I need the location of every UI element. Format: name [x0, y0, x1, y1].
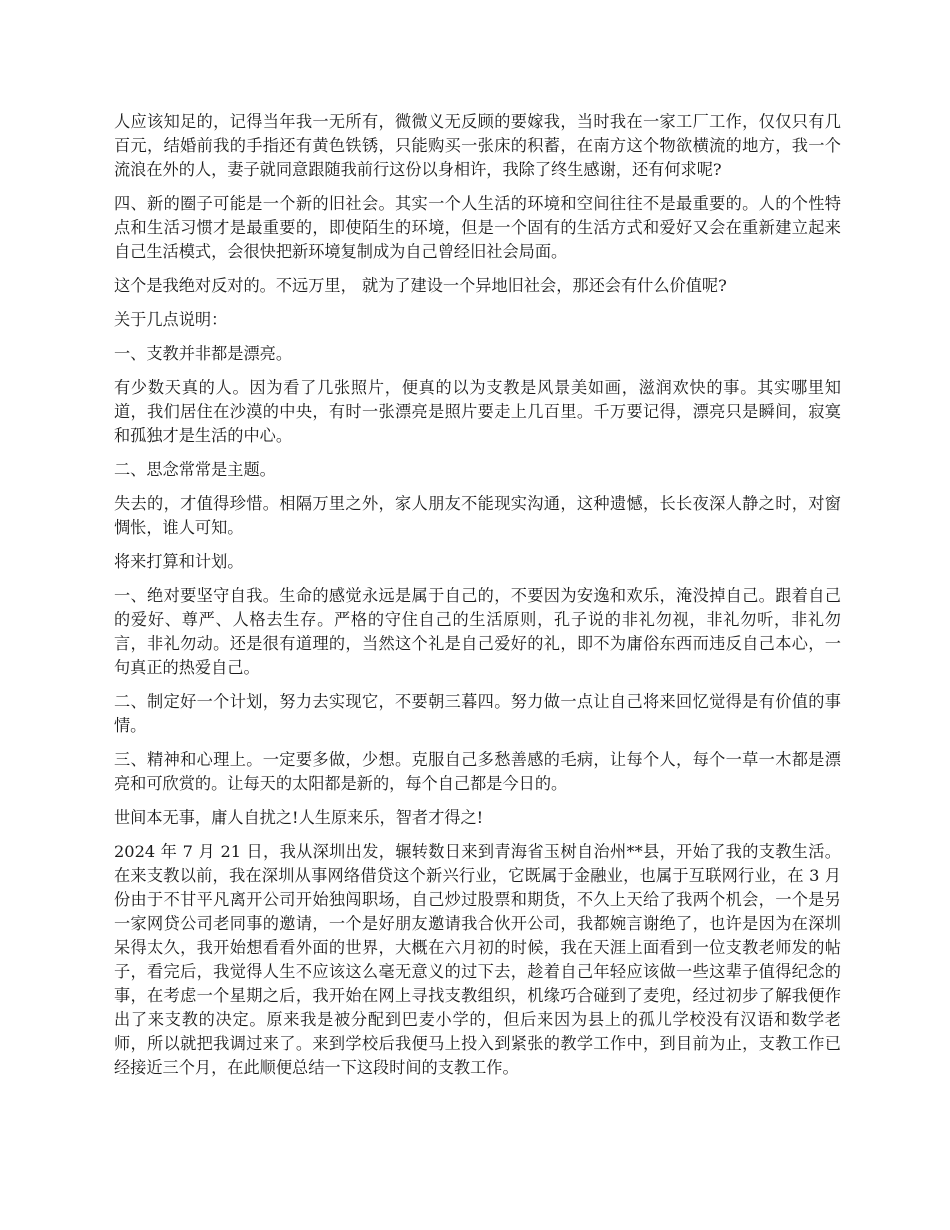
heading-longing: 二、思念常常是主题。 [114, 460, 276, 479]
paragraph-make-plan: 二、制定好一个计划，努力去实现它，不要朝三暮四。努力做一点让自己将来回忆觉得是有价值的事情。 [114, 692, 841, 735]
document-body [114, 110, 841, 1090]
heading-future-plans: 将来打算和计划。 [114, 552, 244, 571]
heading-not-all-beautiful: 一、支教并非都是漂亮。 [114, 344, 293, 363]
paragraph-mental: 三、精神和心理上。一定要多做，少想。克服自己多愁善感的毛病，让每个人，每个一草一木都是漂亮和可欣赏的。让每天的太阳都是新的，每个自己都是今日的。 [114, 750, 841, 793]
heading-explanations: 关于几点说明： [114, 310, 228, 329]
paragraph-naive-people: 有少数天真的人。因为看了几张照片，便真的以为支教是风景美如画，滋润欢快的事。其实哪里知道，我们居住在沙漠的中央，有时一张漂亮是照片要走上几百里。千万要记得，漂亮只是瞬间，寂寞和孤独才是生活的中心。 [114, 378, 841, 445]
paragraph-proverb: 世间本无事，庸人自扰之!人生原来乐，智者才得之! [114, 808, 484, 827]
paragraph-cherish: 失去的，才值得珍惜。相隔万里之外，家人朋友不能现实沟通，这种遗憾，长长夜深人静之时，对窗惆怅，谁人可知。 [114, 494, 841, 537]
paragraph-keep-self: 一、绝对要坚守自我。生命的感觉永远是属于自己的，不要因为安逸和欢乐，淹没掉自己。跟着自己的爱好、尊严、人格去生存。严格的守住自己的生活原则，孔子说的非礼勿视，非礼勿听，非礼勿言，非礼勿动。还是很有道理的，当然这个礼是自己爱好的礼，即不为庸俗东西而违反自己本心，一句真正的热爱自己。 [114, 586, 841, 677]
paragraph-gratitude: 人应该知足的，记得当年我一无所有，微微义无反顾的要嫁我，当时我在一家工厂工作，仅仅只有几百元，结婚前我的手指还有黄色铁锈，只能购买一张床的积蓄，在南方这个物欲横流的地方，我一个流浪在外的人，妻子就同意跟随我前行这份以身相许，我除了终生感谢，还有何求呢? [114, 112, 841, 179]
paragraph-new-circle: 四、新的圈子可能是一个新的旧社会。其实一个人生活的环境和空间往往不是最重要的。人的个性特点和生活习惯才是最重要的，即使陌生的环境，但是一个固有的生活方式和爱好又会在重新建立起来自己生活模式，会很快把新环境复制成为自己曾经旧社会局面。 [114, 194, 841, 261]
paragraph-opposition: 这个是我绝对反对的。不远万里， 就为了建设一个异地旧社会，那还会有什么价值呢? [114, 276, 727, 295]
paragraph-journey-start: 2024 年 7 月 21 日，我从深圳出发，辗转数日来到青海省玉树自治州**县，开始了我的支教生活。在来支教以前，我在深圳从事网络借贷这个新兴行业，它既属于金融业，也属于互联网行业，在 3 月份由于不甘平凡离开公司开始独闯职场，自己炒过股票和期货，不久上天给了我两个机会，一个是另一家网贷公司老同事的邀请，一个是好朋友邀请我合伙开公司，我都婉言谢绝了，也许是因为在深圳呆得太久，我开始想看看外面的世界，大概在六月初的时候，我在天涯上面看到一位支教老师发的帖子，看完后，我觉得人生不应该这么毫无意义的过下去，趁着自己年轻应该做一些这辈子值得纪念的事，在考虑一个星期之后，我开始在网上寻找支教组织，机缘巧合碰到了麦兜，经过初步了解我便作出了来支教的决定。原来我是被分配到巴麦小学的，但后来因为县上的孤儿学校没有汉语和数学老师，所以就把我调过来了。来到学校后我便马上投入到紧张的教学工作中，到目前为止，支教工作已经接近三个月，在此顺便总结一下这段时间的支教工作。 [114, 842, 841, 1077]
